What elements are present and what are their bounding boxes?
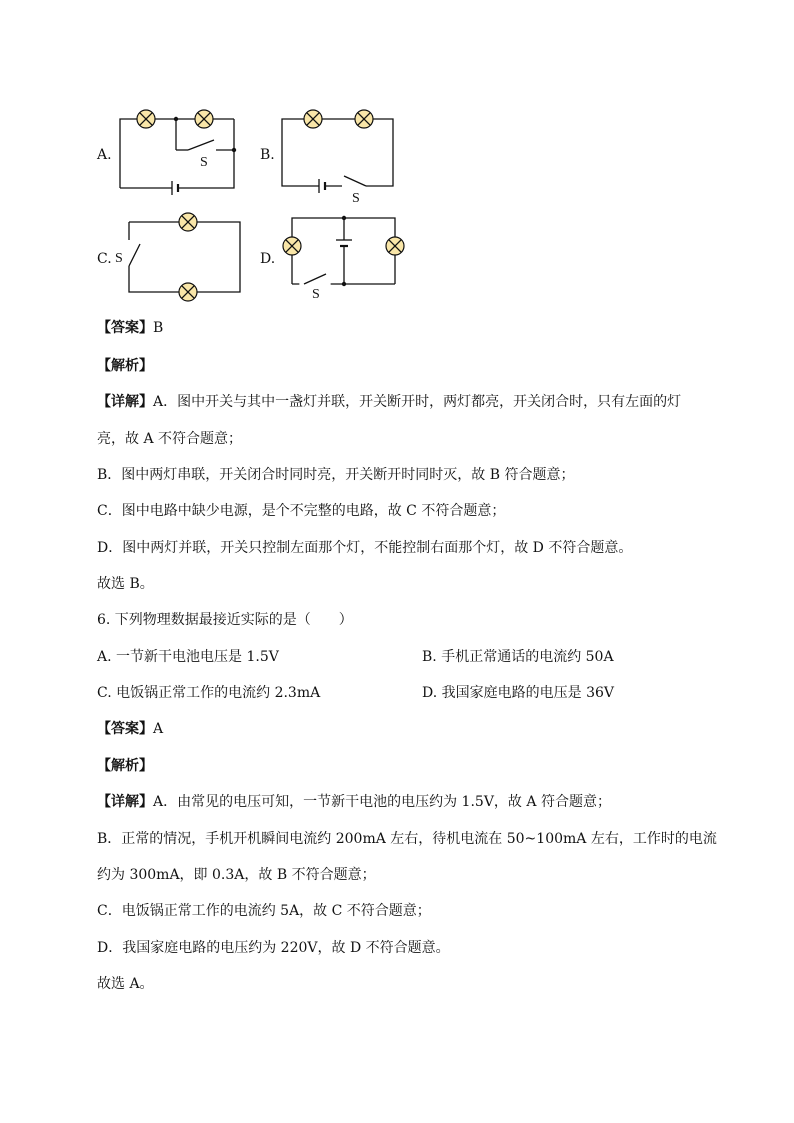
option-a-label: A.: [97, 147, 112, 163]
detail-text: B．图中两灯串联，开关闭合时同时亮，开关断开时同时灭，故 B 符合题意；: [97, 467, 575, 483]
answer-value: B: [153, 320, 164, 336]
answer-line: [97, 720, 163, 738]
detail-text: B．正常的情况，手机开机瞬间电流约 200mA 左右，待机电流在 50~100mA 左右，工作时的电流: [97, 831, 717, 847]
option-item: B. 手机正常通话的电流约 50A: [422, 649, 614, 665]
detail-text: C．图中电路中缺少电源，是个不完整的电路，故 C 不符合题意；: [97, 503, 506, 519]
option-item: D. 我国家庭电路的电压是 36V: [422, 685, 615, 701]
option-c-label: C.: [97, 251, 112, 267]
analysis-tag: 【解析】: [97, 758, 153, 774]
analysis-tag: 【解析】: [97, 358, 153, 374]
detail-tag: 【详解】: [97, 394, 153, 410]
question-stem: 6. 下列物理数据最接近实际的是（ ）: [97, 612, 353, 628]
detail-text: 亮，故 A 不符合题意；: [97, 431, 243, 447]
detail-text: A．图中开关与其中一盏灯并联，开关断开时，两灯都亮，开关闭合时，只有左面的灯: [153, 394, 682, 410]
detail-text: C．电饭锅正常工作的电流约 5A，故 C 不符合题意；: [97, 903, 431, 919]
conclusion-text: 故选 B。: [97, 576, 154, 592]
answer-tag: 【答案】: [97, 721, 153, 737]
switch-label-a: S: [200, 155, 208, 170]
detail-text: A．由常见的电压可知，一节新干电池的电压约为 1.5V，故 A 符合题意；: [153, 794, 611, 810]
option-item: A. 一节新干电池电压是 1.5V: [97, 649, 279, 665]
detail-text: D．我国家庭电路的电压约为 220V，故 D 不符合题意。: [97, 940, 450, 956]
answer-line: [97, 319, 163, 337]
option-d-label: D.: [260, 251, 276, 267]
switch-label-d: S: [312, 287, 320, 302]
detail-line: [97, 393, 681, 411]
lamp-icon: [386, 237, 404, 255]
battery-icon: [336, 240, 352, 246]
answer-value: A: [153, 721, 164, 737]
detail-text: D．图中两灯并联，开关只控制左面那个灯，不能控制右面那个灯，故 D 不符合题意。: [97, 540, 633, 556]
circuit-diagram-d: [0, 0, 794, 320]
answer-tag: 【答案】: [97, 320, 153, 336]
detail-text: 约为 300mA，即 0.3A，故 B 不符合题意；: [97, 867, 376, 883]
detail-tag: 【详解】: [97, 794, 153, 810]
conclusion-text: 故选 A。: [97, 976, 154, 992]
switch-label-b: S: [352, 191, 360, 206]
switch-label-c: S: [115, 251, 123, 266]
lamp-icon: [283, 237, 301, 255]
option-b-label: B.: [260, 147, 275, 163]
option-item: C. 电饭锅正常工作的电流约 2.3mA: [97, 685, 321, 701]
detail-line: [97, 793, 611, 811]
